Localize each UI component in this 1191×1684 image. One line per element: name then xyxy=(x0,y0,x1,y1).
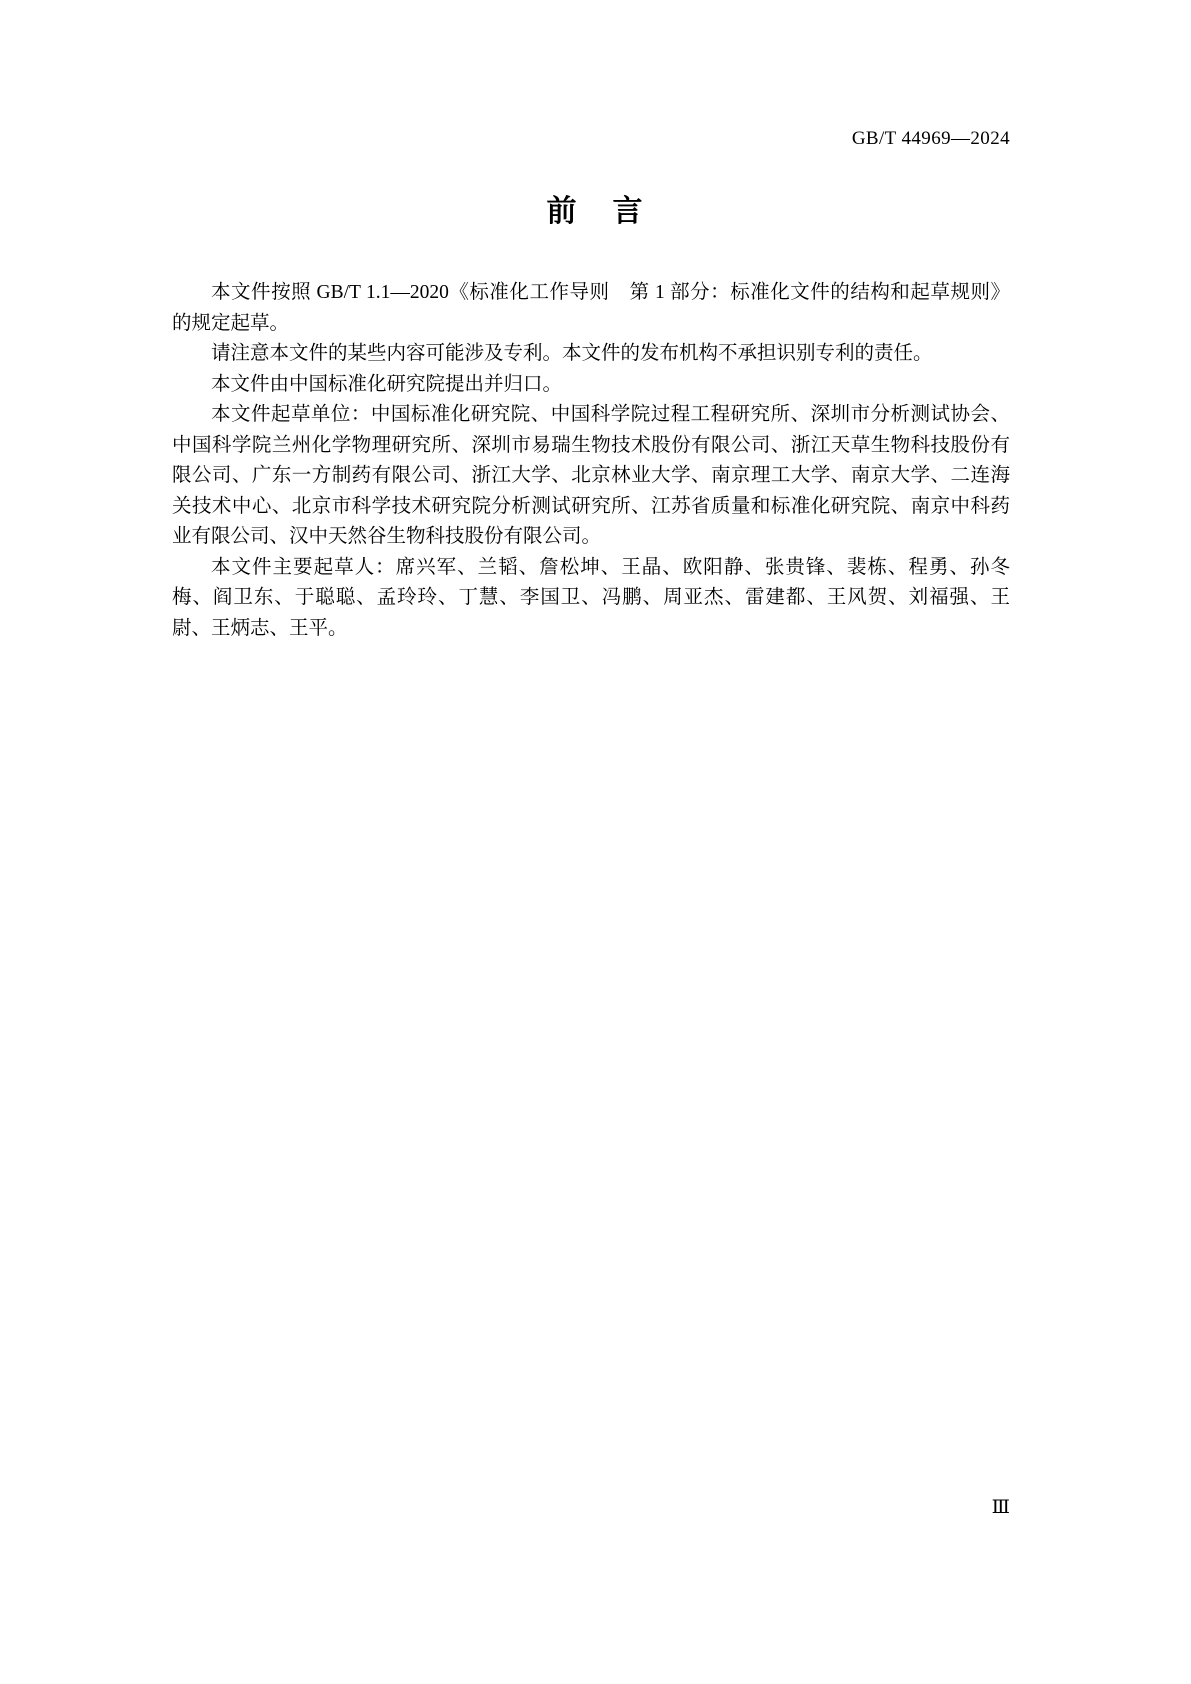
foreword-paragraph: 本文件主要起草人：席兴军、兰韬、詹松坤、王晶、欧阳静、张贵锋、裴栋、程勇、孙冬梅、阎卫东、于聪聪、孟玲玲、丁慧、李国卫、冯鹏、周亚杰、雷建都、王风贺、刘福强、王尉、王炳志、王平。 xyxy=(172,556,1010,639)
foreword-paragraph: 本文件起草单位：中国标准化研究院、中国科学院过程工程研究所、深圳市分析测试协会、中国科学院兰州化学物理研究所、深圳市易瑞生物技术股份有限公司、浙江天草生物科技股份有限公司、广东一方制药有限公司、浙江大学、北京林业大学、南京理工大学、南京大学、二连海关技术中心、北京市科学技术研究院分析测试研究所、江苏省质量和标准化研究院、南京中科药业有限公司、汉中天然谷生物科技股份有限公司。 xyxy=(172,404,1010,547)
page-title xyxy=(0,186,1191,230)
page-number: Ⅲ xyxy=(991,1497,1010,1518)
foreword-paragraph: 请注意本文件的某些内容可能涉及专利。本文件的发布机构不承担识别专利的责任。 xyxy=(211,343,933,364)
page-title-char-2: 言 xyxy=(612,194,645,229)
foreword-paragraph: 本文件由中国标准化研究院提出并归口。 xyxy=(211,373,563,395)
foreword-paragraph: 本文件按照 GB/T 1.1—2020《标准化工作导则 第 1 部分：标准化文件的结构和起草规则》的规定起草。 xyxy=(172,282,1010,334)
page-title-char-1: 前 xyxy=(546,194,579,229)
foreword-body xyxy=(172,278,1010,644)
header-standard-code: GB/T 44969—2024 xyxy=(851,128,1010,149)
